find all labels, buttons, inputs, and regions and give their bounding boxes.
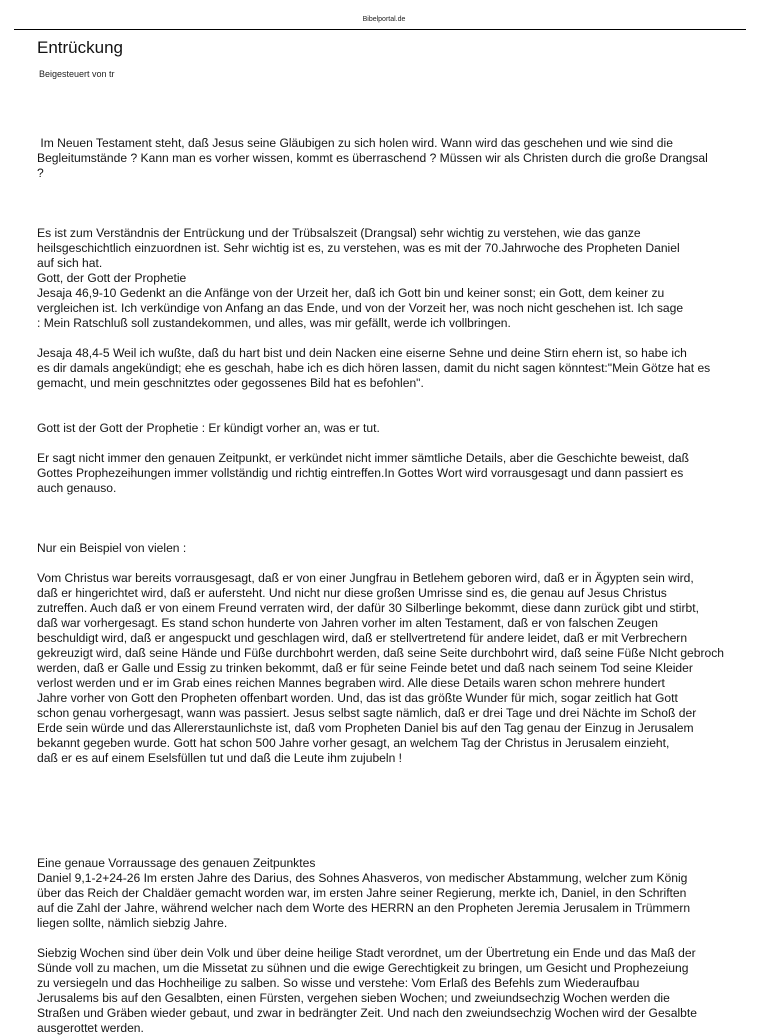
text-line: Jahre vorher von Gott den Propheten offenbart worden. Und, das ist das größte Wunder für mich, sogar zeitlich hat Gott (37, 691, 678, 705)
text-line: schon genau vorhergesagt, wann was passiert. Jesus selbst sagte nämlich, daß er drei Tage und drei Nächte im Schoß der (37, 706, 697, 720)
text-line: gemacht, und mein geschnitztes oder gegossenes Bild hat es befohlen". (37, 376, 424, 390)
text-line: Nur ein Beispiel von vielen : (37, 541, 187, 555)
document-title: Entrückung (37, 38, 123, 57)
paragraph-spacer (37, 766, 768, 856)
text-line: vergleichen ist. Ich verkündige von Anfang an das Ende, und von der Vorzeit her, was noch nicht geschehen ist. Ich sage (37, 301, 684, 315)
paragraph-spacer (37, 496, 768, 541)
text-line: Siebzig Wochen sind über dein Volk und über deine heilige Stadt verordnet, um der Übertretung ein Ende und das Maß der (37, 946, 696, 960)
text-line: : Mein Ratschluß soll zustandekommen, und alles, was mir gefällt, werde ich vollbringen. (37, 316, 511, 330)
text-line: Es ist zum Verständnis der Entrückung und der Trübsalszeit (Drangsal) sehr wichtig zu verstehen, wie das ganze (37, 226, 641, 240)
text-line: Im Neuen Testament steht, daß Jesus seine Gläubigen zu sich holen wird. Wann wird das geschehen und wie sind die (37, 136, 673, 150)
text-line: ? (37, 166, 44, 180)
paragraph-spacer (37, 931, 768, 946)
text-line: zutreffen. Auch daß er von einem Freund verraten wird, der dafür 30 Silberlinge bekommt, diese dann zurück gibt und stirbt, (37, 601, 699, 615)
paragraph (37, 451, 768, 496)
text-line: gekreuzigt wird, daß seine Hände und Füße durchbohrt werden, daß seine Seite durchbohrt wird, daß seine Füße NIcht gebroch (37, 646, 725, 660)
text-line: daß er es auf einem Eselsfüllen tut und daß die Leute ihm zujubeln ! (37, 751, 403, 765)
text-line: daß er hingerichtet wird, daß er aufersteht. Und nicht nur diese großen Umrisse sind es, die genau auf Jesus Christus (37, 586, 667, 600)
text-line: Jesaja 48,4-5 Weil ich wußte, daß du hart bist und dein Nacken eine eiserne Sehne und deine Stirn ehern ist, so habe ich (37, 346, 687, 360)
text-line: Vom Christus war bereits vorrausgesagt, daß er von einer Jungfrau in Betlehem geboren wird, daß er in Ägypten sein wird, (37, 571, 694, 585)
text-line: Jesaja 46,9-10 Gedenkt an die Anfänge von der Urzeit her, daß ich Gott bin und keiner sonst; ein Gott, dem keiner zu (37, 286, 665, 300)
paragraph (37, 346, 768, 391)
header-divider (14, 29, 746, 30)
text-line: beschuldigt wird, daß er angespuckt und geschlagen wird, daß er stellvertretend für andere leidet, daß er mit Verbrechern (37, 631, 688, 645)
text-line: heilsgeschichtlich einzuordnen ist. Sehr wichtig ist es, zu verstehen, was es mit der 70.Jahrwoche des Propheten Daniel (37, 241, 680, 255)
paragraph (37, 571, 768, 766)
text-line: bekannt gegeben wurde. Gott hat schon 500 Jahre vorher gesagt, an welchem Tag der Christus in Jerusalem einzieht, (37, 736, 670, 750)
paragraph (37, 421, 768, 436)
paragraph-spacer (37, 331, 768, 346)
text-line: Er sagt nicht immer den genauen Zeitpunkt, er verkündet nicht immer sämtliche Details, aber die Geschichte beweist, daß (37, 451, 690, 465)
paragraph (37, 946, 768, 1036)
text-line: Gott ist der Gott der Prophetie : Er kündigt vorher an, was er tut. (37, 421, 380, 435)
document-body (37, 136, 768, 1036)
paragraph (37, 856, 768, 931)
paragraph (37, 541, 768, 556)
text-line: Daniel 9,1-2+24-26 Im ersten Jahre des Darius, des Sohnes Ahasveros, von medischer Abstammung, welcher zum König (37, 871, 688, 885)
text-line: Erde sein würde und das Allererstaunlichste ist, daß vom Propheten Daniel bis auf den Tag genau der Einzug in Jerusalem (37, 721, 694, 735)
paragraph-spacer (37, 391, 768, 421)
paragraph (37, 136, 768, 181)
text-line: auf die Zahl der Jahre, während welcher nach dem Worte des HERRN an den Propheten Jeremia Jerusalem in Trümmern (37, 901, 691, 915)
site-name: Bibelportal.de (362, 16, 406, 23)
text-line: verlost werden und er im Grab eines reichen Mannes begraben wird. Alle diese Details waren schon mehrere hundert (37, 676, 665, 690)
text-line: daß war vorhergesagt. Es stand schon hunderte von Jahren vorher im alten Testament, daß er von falschen Zeugen (37, 616, 658, 630)
paragraph (37, 226, 768, 331)
text-line: über das Reich der Chaldäer gemacht worden war, im ersten Jahre seiner Regierung, merkte ich, Daniel, in den Schriften (37, 886, 687, 900)
text-line: zu versiegeln und das Hochheilige zu salben. So wisse und verstehe: Vom Erlaß des Befehls zum Wiederaufbau (37, 976, 640, 990)
text-line: Eine genaue Vorraussage des genauen Zeitpunktes (37, 856, 316, 870)
text-line: liegen sollte, nämlich siebzig Jahre. (37, 916, 228, 930)
text-line: Begleitumstände ? Kann man es vorher wissen, kommt es überraschend ? Müssen wir als Christen durch die große Drangsal (37, 151, 708, 165)
author-line: Beigesteuert von tr (39, 69, 115, 79)
text-line: ausgerottet werden. (37, 1021, 144, 1035)
paragraph-spacer (37, 556, 768, 571)
text-line: Straßen und Gräben wieder gebaut, und zwar in bedrängter Zeit. Und nach den zweiundsechzig Wochen wird der Gesalbte (37, 1006, 697, 1020)
text-line: Gott, der Gott der Prophetie (37, 271, 187, 285)
paragraph-spacer (37, 436, 768, 451)
text-line: auch genauso. (37, 481, 117, 495)
text-line: Sünde voll zu machen, um die Missetat zu sühnen und die ewige Gerechtigkeit zu bringen, um Gesicht und Prophezeiung (37, 961, 689, 975)
paragraph-spacer (37, 181, 768, 226)
text-line: werden, daß er Galle und Essig zu trinken bekommt, daß er für seine Feinde betet und daß nach seinem Tod seine Kleider (37, 661, 693, 675)
text-line: es dir damals angekündigt; ehe es geschah, habe ich es dich hören lassen, damit du nicht sagen könntest:"Mein Götze hat es (37, 361, 711, 375)
text-line: Gottes Prophezeihungen immer vollständig und richtig eintreffen.In Gottes Wort wird vorrausgesagt und dann passiert es (37, 466, 684, 480)
text-line: auf sich hat. (37, 256, 103, 270)
text-line: Jerusalems bis auf den Gesalbten, einen Fürsten, vergehen sieben Wochen; und zweiundsechzig Wochen werden die (37, 991, 670, 1005)
